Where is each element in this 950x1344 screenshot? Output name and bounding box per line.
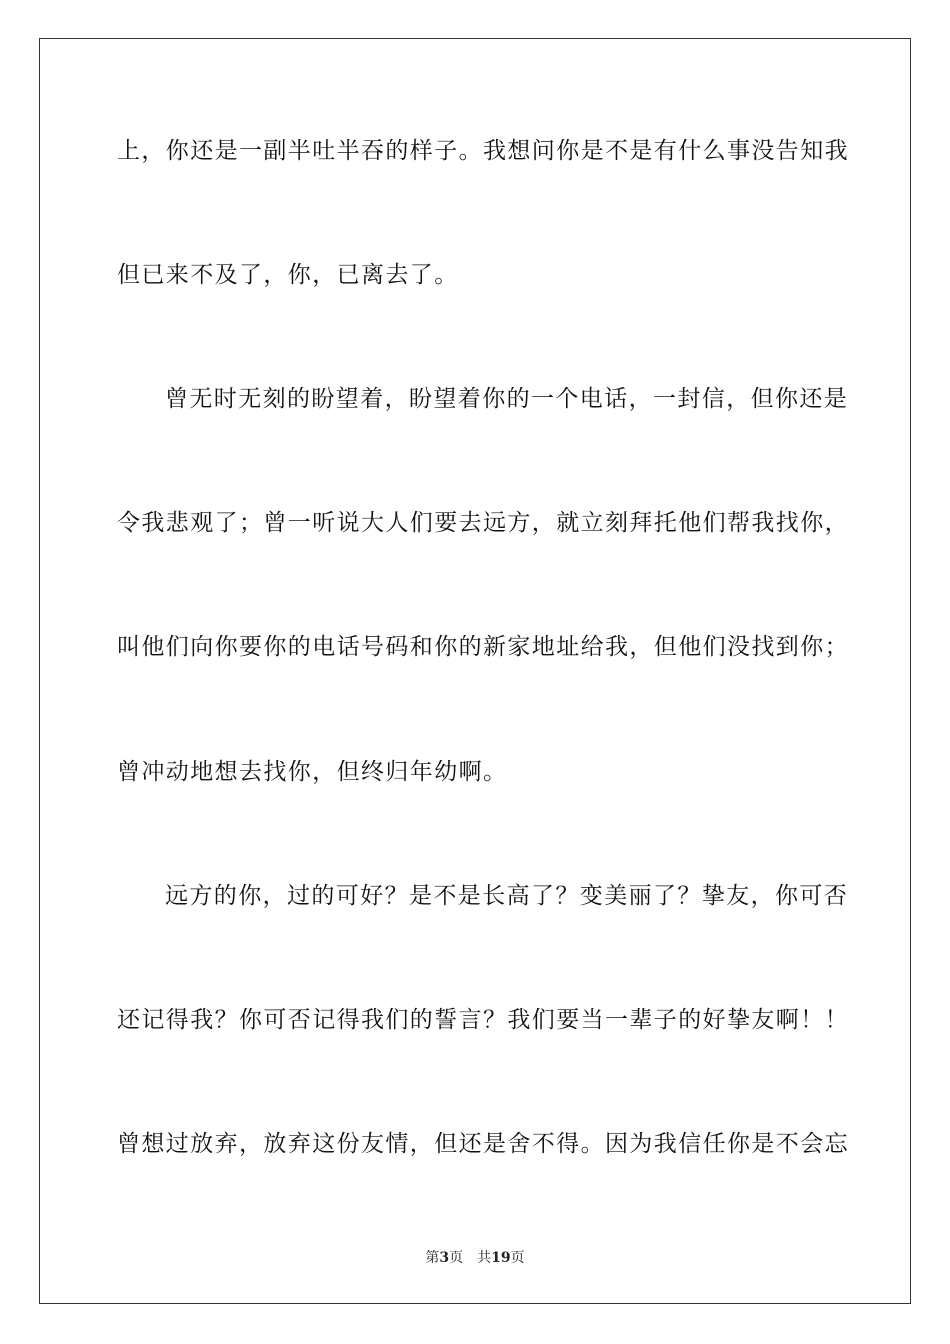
body-line-7: 远方的你，过的可好？是不是长高了？变美丽了？挚友，你可否 (165, 883, 849, 909)
body-line-9: 曾想过放弃，放弃这份友情，但还是舍不得。因为我信任你是不会忘 (117, 1131, 849, 1157)
total-prefix: 共 (477, 1250, 492, 1266)
body-line-8: 还记得我？你可否记得我们的誓言？我们要当一辈子的好挚友啊！！ (117, 1007, 849, 1033)
page-number: 3 (439, 1250, 450, 1266)
page-suffix: 页 (449, 1250, 464, 1266)
total-suffix: 页 (510, 1250, 525, 1266)
page-prefix: 第 (425, 1250, 440, 1266)
page-frame (39, 38, 911, 1304)
body-line-1: 上，你还是一副半吐半吞的样子。我想问你是不是有什么事没告知我 (117, 138, 849, 164)
body-line-4: 令我悲观了；曾一听说大人们要去远方，就立刻拜托他们帮我找你， (117, 510, 849, 536)
body-line-6: 曾冲动地想去找你，但终归年幼啊。 (117, 759, 508, 785)
body-line-5: 叫他们向你要你的电话号码和你的新家地址给我，但他们没找到你； (117, 634, 849, 660)
body-line-3: 曾无时无刻的盼望着，盼望着你的一个电话，一封信，但你还是 (165, 386, 849, 412)
page-footer (0, 1247, 950, 1267)
total-pages: 19 (491, 1250, 511, 1266)
body-line-2: 但已来不及了，你，已离去了。 (117, 262, 459, 288)
